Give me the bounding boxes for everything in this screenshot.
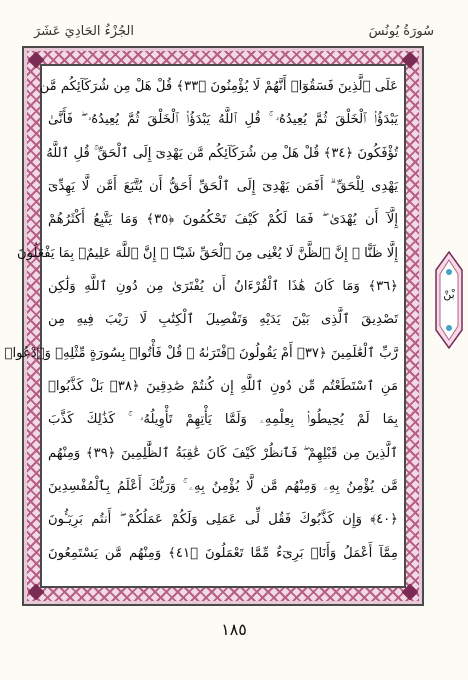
text-line: رَّبِّ ٱلْعَٰلَمِينَ ﴿٣٧﴾ أَمْ يَقُولُونَ ٱفْتَرَىٰهُ ۖ قُلْ فَأْتُوا۟ بِسُورَةٍ مِّثْلِهِۦ وَٱدْعُوا۟: [4, 345, 398, 361]
text-line: عَلَى ٱلَّذِينَ فَسَقُوٓا۟ أَنَّهُمْ لَا يُؤْمِنُونَ ﴿٣٣﴾ قُلْ هَلْ مِن شُرَكَآئِكُم مَّن: [39, 79, 398, 94]
text-line: مَنِ ٱسْتَطَعْتُم مِّن دُونِ ٱللَّهِ إِن كُنتُمْ صَٰدِقِينَ ﴿٣٨﴾ بَلْ كَذَّبُوا۟: [48, 379, 399, 395]
text-line: ﴿٣٦﴾ وَمَا كَانَ هَٰذَا ٱلْقُرْءَانُ أَن يُفْتَرَىٰ مِن دُونِ ٱللَّهِ وَلَٰكِن: [48, 279, 398, 295]
text-line: مَّن يُؤْمِنُ بِهِۦ وَمِنْهُم مَّن لَّا يُؤْمِنُ بِهِۦ ۚ وَرَبُّكَ أَعْلَمُ بِٱلْمُفْسِدِينَ: [48, 479, 398, 495]
text-line: يَبْدَؤُا۟ ٱلْخَلْقَ ثُمَّ يُعِيدُهُۥ ۚ قُلِ ٱللَّهُ يَبْدَؤُا۟ ٱلْخَلْقَ ثُمَّ يُعِيدُهُۥ ۖ فَأَنَّىٰ: [48, 112, 398, 128]
text-line: يَهْدِى لِلْحَقِّ ۗ أَفَمَن يَهْدِىٓ إِلَى ٱلْحَقِّ أَحَقُّ أَن يُتَّبَعَ أَمَّن لَّا يَهِدِّىٓ: [48, 179, 398, 195]
text-line: تَصْدِيقَ ٱلَّذِى بَيْنَ يَدَيْهِ وَتَفْصِيلَ ٱلْكِتَٰبِ لَا رَيْبَ فِيهِ مِن: [48, 312, 398, 328]
page-number: ١٨٥: [221, 620, 247, 639]
ornamental-frame: [4, 46, 424, 606]
surah-name: سُورَةُ يُونُسَ: [368, 23, 434, 39]
text-line: إِلَّآ أَن يُهْدَىٰ ۖ فَمَا لَكُمْ كَيْفَ تَحْكُمُونَ ﴿٣٥﴾ وَمَا يَتَّبِعُ أَكْثَرُهُمْ: [48, 212, 398, 228]
text-line: مِمَّآ أَعْمَلُ وَأَنَا۠ بَرِىٓءٌ مِّمَّا تَعْمَلُونَ ﴿٤١﴾ وَمِنْهُم مَّن يَسْتَمِعُونَ: [48, 545, 398, 561]
text-line: تُؤْفَكُونَ ﴿٣٤﴾ قُلْ هَلْ مِن شُرَكَآئِكُم مَّن يَهْدِىٓ إِلَى ٱلْحَقِّ ۚ قُلِ ٱللَّهُ: [46, 145, 398, 161]
text-panel: [4, 64, 406, 588]
text-line: ٱلَّذِينَ مِن قَبْلِهِمْ ۖ فَٱنظُرْ كَيْفَ كَانَ عَٰقِبَةُ ٱلظَّٰلِمِينَ ﴿٣٩﴾ وَمِنْهُم: [48, 445, 399, 461]
juz-name: الجُزْءُ الحَادِيَ عَشَرَ: [34, 23, 134, 39]
text-line: ﴿٤٠﴾ وَإِن كَذَّبُوكَ فَقُل لِّى عَمَلِى وَلَكُمْ عَمَلُكُمْ ۖ أَنتُم بَرِيٓـُٔونَ: [48, 512, 398, 528]
quran-text: [4, 76, 399, 576]
hizb-marker-label: بْنْ: [443, 288, 455, 301]
page-header: [34, 20, 434, 42]
text-line: بِمَا لَمْ يُحِيطُوا۟ بِعِلْمِهِۦ وَلَمَّا يَأْتِهِمْ تَأْوِيلُهُۥ ۚ كَذَٰلِكَ كَذَّبَ: [48, 412, 398, 428]
text-line: إِلَّا ظَنًّا ۚ إِنَّ ٱلظَّنَّ لَا يُغْنِى مِنَ ٱلْحَقِّ شَيْـًٔا ۚ إِنَّ ٱللَّهَ عَلِيمٌۢ بِمَا يَفْعَلُونَ: [16, 245, 398, 261]
